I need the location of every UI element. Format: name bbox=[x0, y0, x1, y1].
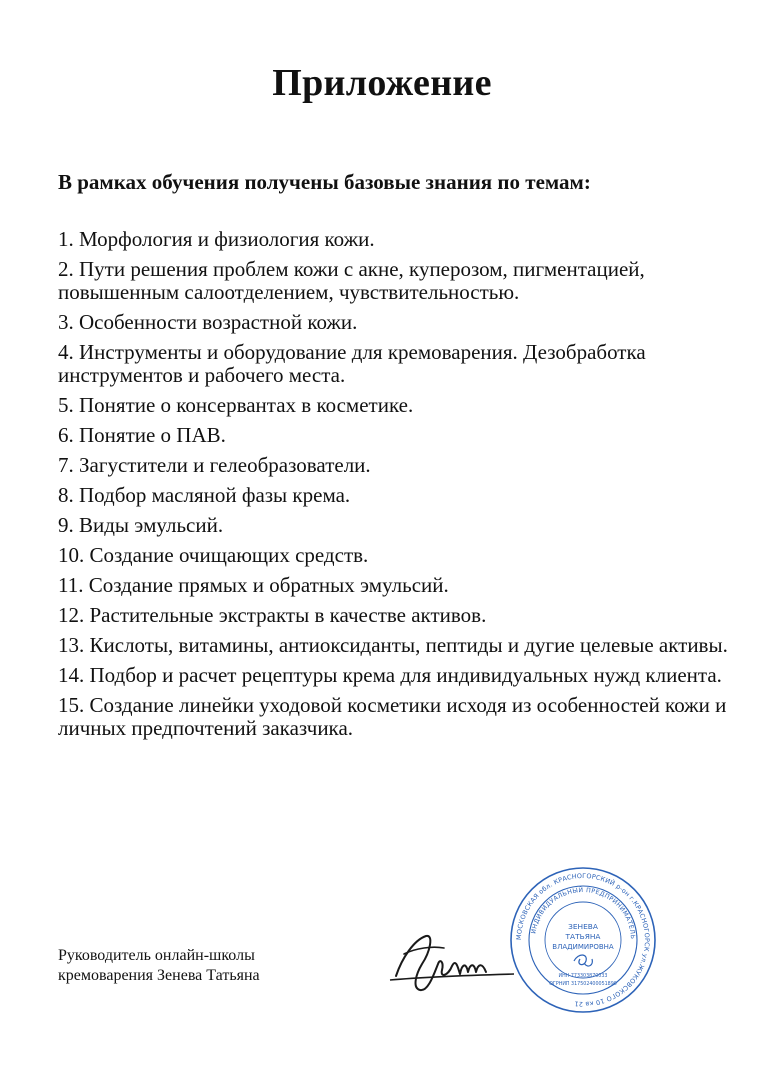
section-subtitle: В рамках обучения получены базовые знания по темам: bbox=[58, 170, 591, 194]
topic-item: 12. Растительные экстракты в качестве активов. bbox=[58, 603, 487, 627]
topics-list bbox=[58, 228, 748, 747]
topic-item: 7. Загустители и гелеобразователи. bbox=[58, 453, 371, 477]
stamp-name-line-2: ТАТЬЯНА bbox=[565, 932, 601, 941]
topic-item: 10. Создание очищающих средств. bbox=[58, 543, 369, 567]
signatory-position: Руководитель онлайн-школы bbox=[58, 947, 255, 964]
stamp-ogrnip: ОГРНИП 317502400051890 bbox=[549, 982, 617, 987]
topic-item: 3. Особенности возрастной кожи. bbox=[58, 310, 358, 334]
stamp-emblem-icon bbox=[574, 955, 592, 966]
topic-item: 8. Подбор масляной фазы крема. bbox=[58, 483, 351, 507]
stamp-name-line-1: ЗЕНЕВА bbox=[568, 922, 598, 931]
page-title: Приложение bbox=[272, 62, 492, 104]
handwritten-signature bbox=[382, 918, 522, 998]
topic-item: 14. Подбор и расчет рецептуры крема для индивидуальных нужд клиента. bbox=[58, 663, 722, 687]
stamp-outer-text: МОСКОВСКАЯ обл. КРАСНОГОРСКИЙ р-он г.КРАСНОГОРСК ул.ЖУКОВСКОГО 10 кв 21 bbox=[514, 871, 652, 1009]
stamp-inn: ИНН 773303870033 bbox=[558, 974, 608, 979]
topic-item: 9. Виды эмульсий. bbox=[58, 513, 224, 537]
topic-item: 4. Инструменты и оборудование для кремоварения. Дезобработка инструментов и рабочего места. bbox=[58, 340, 646, 387]
topic-item: 6. Понятие о ПАВ. bbox=[58, 423, 226, 447]
topic-item: 2. Пути решения проблем кожи с акне, куперозом, пигментацией, повышенным салоотделением, чувствительностью. bbox=[58, 257, 645, 304]
signatory-block bbox=[58, 946, 260, 986]
topic-item: 5. Понятие о консервантах в косметике. bbox=[58, 393, 414, 417]
stamp-name-line-3: ВЛАДИМИРОВНА bbox=[552, 943, 614, 951]
topic-item: 11. Создание прямых и обратных эмульсий. bbox=[58, 573, 449, 597]
topic-item: 15. Создание линейки уходовой косметики исходя из особенностей кожи и личных предпочтений заказчика. bbox=[58, 693, 727, 740]
topic-item: 1. Морфология и физиология кожи. bbox=[58, 227, 375, 251]
stamp-inner-text: ИНДИВИДУАЛЬНЫЙ ПРЕДПРИНИМАТЕЛЬ bbox=[530, 886, 637, 940]
company-stamp bbox=[508, 865, 658, 1015]
topic-item: 13. Кислоты, витамины, антиоксиданты, пептиды и дугие целевые активы. bbox=[58, 633, 728, 657]
signatory-name: кремоварения Зенева Татьяна bbox=[58, 967, 260, 984]
